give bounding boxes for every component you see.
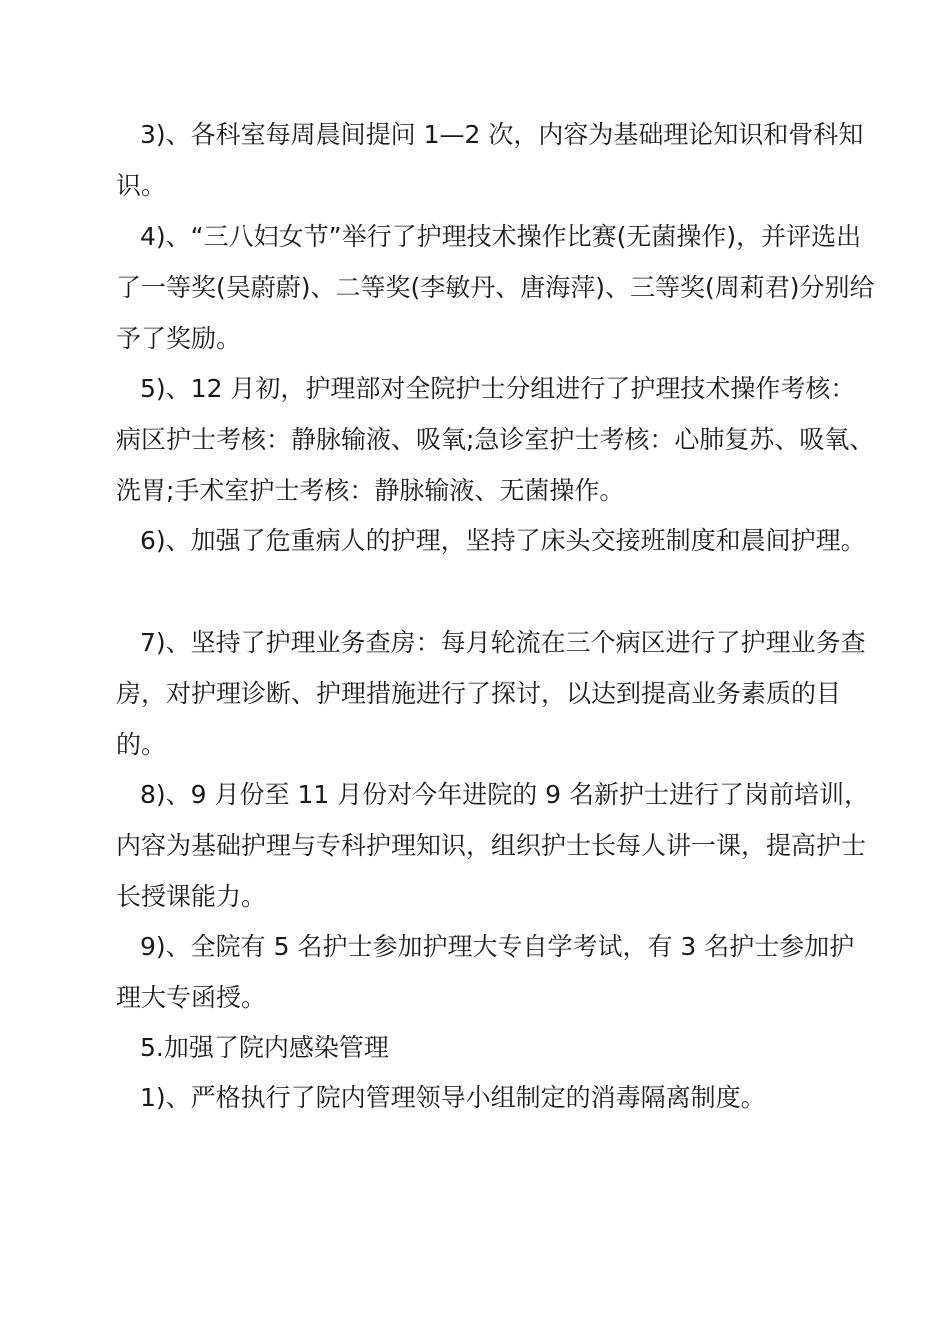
paragraph-item-1: 1)、严格执行了院内管理领导小组制定的消毒隔离制度。 bbox=[140, 1083, 766, 1112]
paragraph-item-7: 7)、坚持了护理业务查房：每月轮流在三个病区进行了护理业务查房，对护理诊断、护理措施进行了探讨，以达到提高业务素质的目的。 bbox=[116, 628, 866, 759]
paragraph-item-5: 5)、12 月初，护理部对全院护士分组进行了护理技术操作考核：病区护士考核：静脉输液、吸氧;急诊室护士考核：心肺复苏、吸氧、洗胃;手术室护士考核：静脉输液、无菌操作。 bbox=[116, 374, 875, 505]
paragraph-item-9: 9)、全院有 5 名护士参加护理大专自学考试，有 3 名护士参加护理大专函授。 bbox=[116, 932, 855, 1012]
paragraph-item-4: 4)、“三八妇女节”举行了护理技术操作比赛(无菌操作)，并评选出了一等奖(吴蔚蔚)、二等奖(李敏丹、唐海萍)、三等奖(周莉君)分别给予了奖励。 bbox=[116, 222, 875, 353]
paragraph-item-6: 6)、加强了危重病人的护理，坚持了床头交接班制度和晨间护理。 bbox=[140, 526, 866, 555]
paragraph-item-8: 8)、9 月份至 11 月份对今年进院的 9 名新护士进行了岗前培训，内容为基础护理与专科护理知识，组织护士长每人讲一课，提高护士长授课能力。 bbox=[116, 780, 870, 911]
paragraph-item-3: 3)、各科室每周晨间提问 1—2 次，内容为基础理论知识和骨科知识。 bbox=[116, 120, 864, 200]
section-heading: 5.加强了院内感染管理 bbox=[140, 1033, 389, 1062]
